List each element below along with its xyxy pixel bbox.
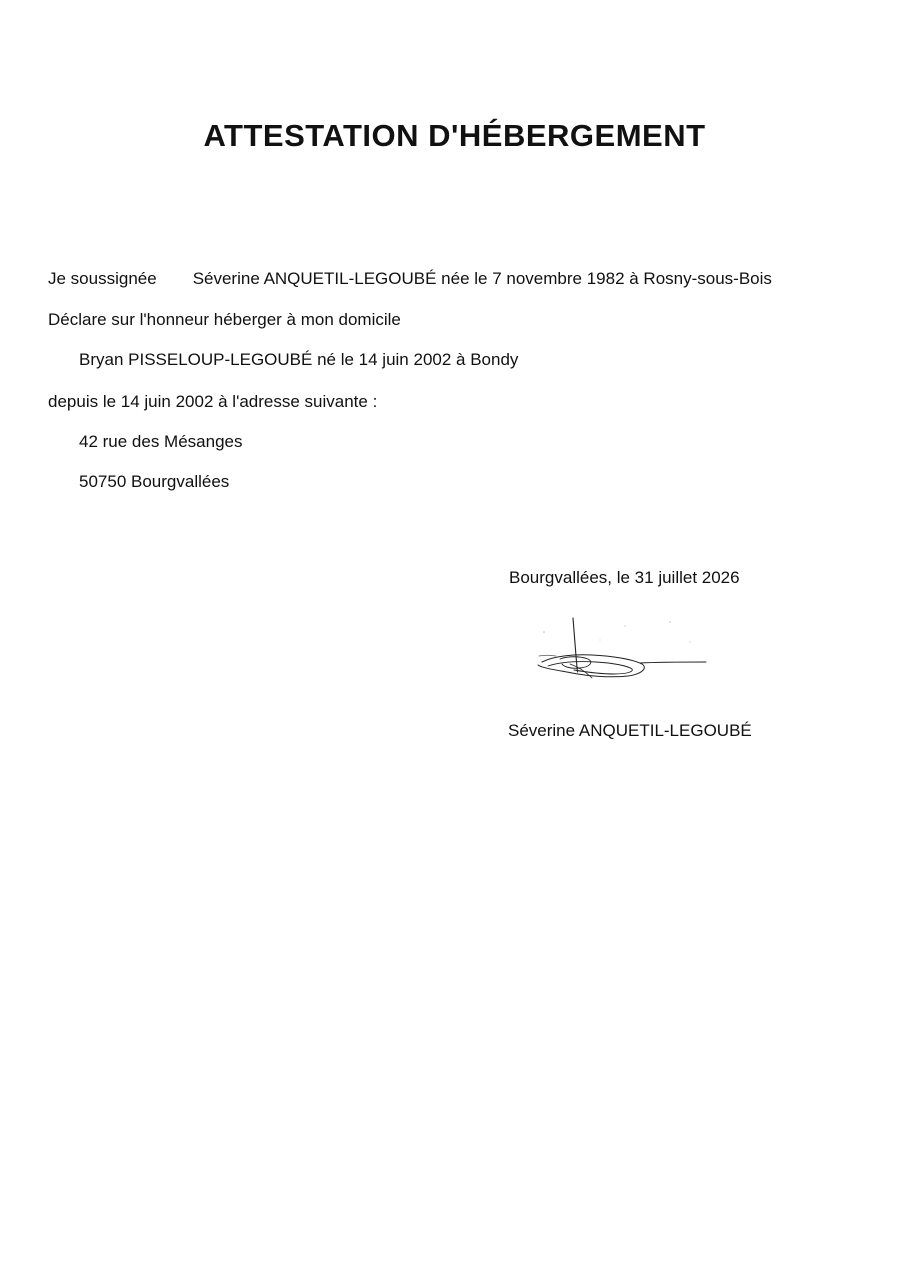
- since-line: depuis le 14 juin 2002 à l'adresse suivante :: [48, 392, 378, 411]
- declarant-statement: Séverine ANQUETIL-LEGOUBÉ née le 7 novembre 1982 à Rosny-sous-Bois: [192, 269, 772, 288]
- declarant-line: [48, 268, 772, 290]
- place-date: Bourgvallées, le 31 juillet 2026: [509, 568, 740, 587]
- address-street: 42 rue des Mésanges: [79, 432, 243, 451]
- intro-label: Je soussignée: [48, 269, 157, 288]
- address-city: 50750 Bourgvallées: [79, 472, 230, 491]
- declaration-line: Déclare sur l'honneur héberger à mon domicile: [48, 310, 401, 329]
- document-title: ATTESTATION D'HÉBERGEMENT: [203, 118, 706, 153]
- signer-name: Séverine ANQUETIL-LEGOUBÉ: [508, 721, 752, 740]
- handwritten-signature: [530, 612, 710, 684]
- hosted-person-line: Bryan PISSELOUP-LEGOUBÉ né le 14 juin 2002 à Bondy: [79, 350, 519, 369]
